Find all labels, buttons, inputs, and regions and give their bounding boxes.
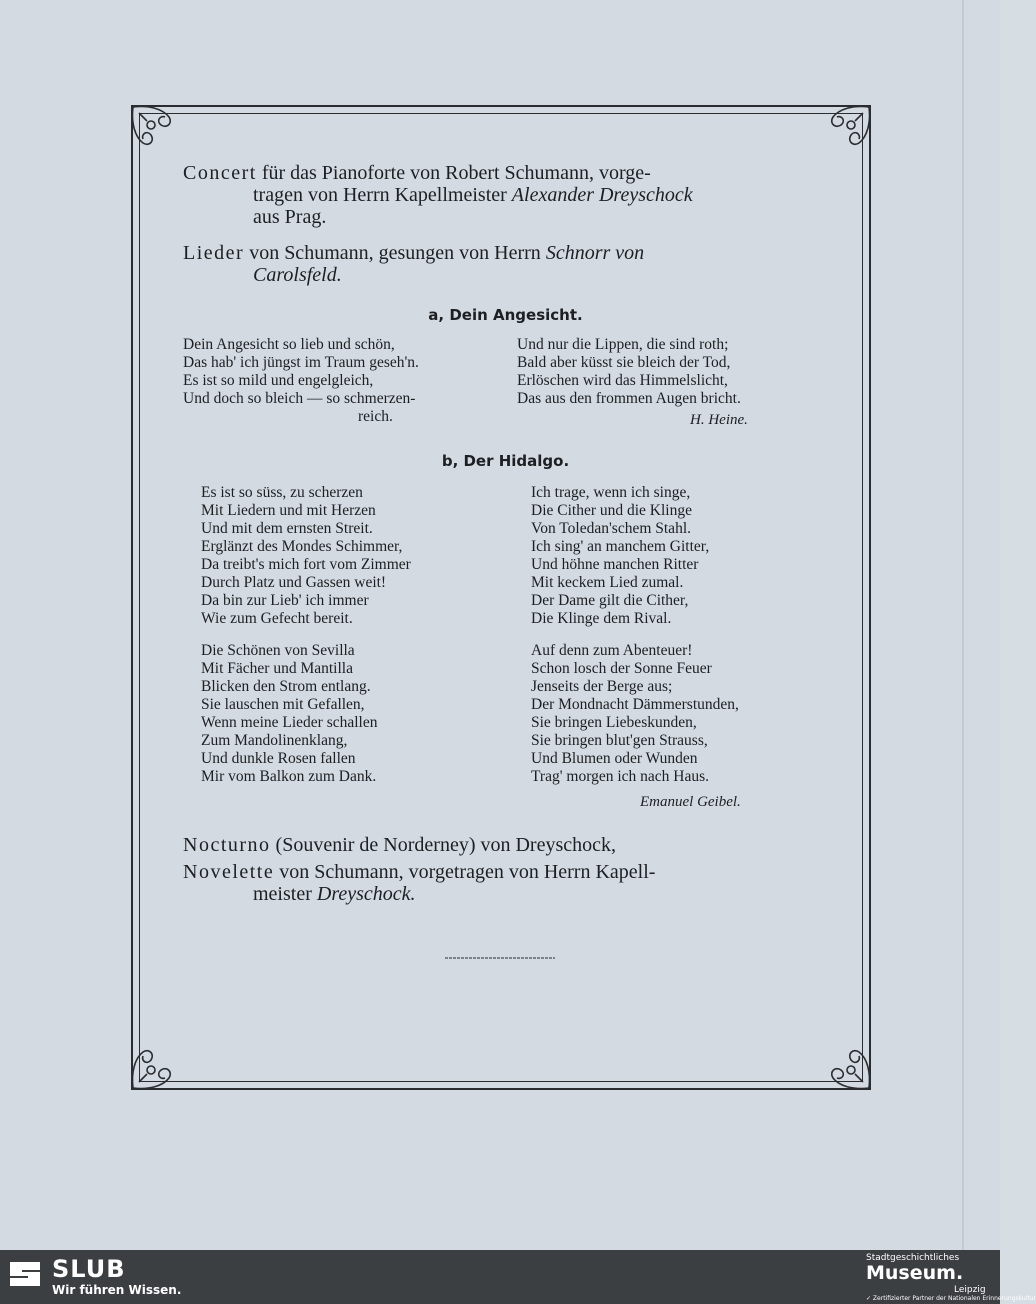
poem-line: Und nur die Lippen, die sind roth; — [517, 336, 729, 353]
item-text-indented — [183, 184, 828, 206]
poem-line: Die Cither und die Klinge — [531, 502, 692, 519]
poem-line: Das hab' ich jüngst im Traum geseh'n. — [183, 354, 419, 371]
item-text-indented — [183, 883, 828, 905]
poem-line: Es ist so süss, zu scherzen — [201, 484, 363, 501]
poem-column-left — [183, 336, 419, 426]
poem-line: Trag' morgen ich nach Haus. — [531, 768, 710, 785]
item-lead: Concert — [183, 162, 257, 184]
page-fold-line — [962, 0, 964, 1250]
museum-certification: ✓ Zertifizierter Partner der Nationalen Erinnerungskultur — [866, 1295, 1036, 1302]
museum-logo-text[interactable]: Museum. — [866, 1262, 964, 1284]
poem-line: Ich sing' an manchem Gitter, — [531, 538, 710, 555]
slub-slogan: Wir führen Wissen. — [52, 1283, 182, 1297]
item-text: meister — [253, 883, 317, 905]
performer-name-continued: Carolsfeld. — [253, 264, 342, 286]
poem-line: Da treibt's mich fort vom Zimmer — [201, 556, 411, 573]
performer-name: Alexander Dreyschock — [511, 184, 693, 206]
poem-line: Da bin zur Lieb' ich immer — [201, 592, 369, 609]
poem-line: Es ist so mild und engelgleich, — [183, 372, 374, 389]
poem-line: Blicken den Strom entlang. — [201, 678, 371, 695]
poem-line: Erglänzt des Mondes Schimmer, — [201, 538, 403, 555]
poem-line: Und doch so bleich — so schmerzen- — [183, 390, 416, 407]
poem-column-right — [517, 336, 741, 408]
corner-ornament-icon — [815, 103, 873, 161]
poem-line: Wenn meine Lieder schallen — [201, 714, 378, 731]
poem-line: Und höhne manchen Ritter — [531, 556, 699, 573]
corner-ornament-icon — [815, 1034, 873, 1092]
poem-line: Die Klinge dem Rival. — [531, 610, 672, 627]
slub-title[interactable]: SLUB — [52, 1255, 126, 1283]
poem-line: Erlöschen wird das Himmelslicht, — [517, 372, 728, 389]
poem-line: Und mit dem ernsten Streit. — [201, 520, 373, 537]
poem-stanza-1-right — [531, 484, 709, 628]
item-text: für das Pianoforte von Robert Schumann, vorge- — [256, 162, 651, 184]
poem-line: Ich trage, wenn ich singe, — [531, 484, 691, 501]
poem-line: Von Toledan'schem Stahl. — [531, 520, 691, 537]
song-heading: b, Der Hidalgo. — [441, 452, 570, 470]
item-text: von Schumann, gesungen von Herrn — [244, 242, 546, 264]
song-heading: a, Dein Angesicht. — [428, 306, 583, 324]
item-text-indented: aus Prag. — [253, 206, 327, 228]
museum-city: Leipzig — [954, 1285, 986, 1295]
item-lead: Novelette — [183, 861, 275, 883]
ornamental-divider — [445, 956, 555, 960]
corner-ornament-icon — [129, 1034, 187, 1092]
corner-ornament-icon — [129, 103, 187, 161]
poem-stanza-2-left — [201, 642, 378, 786]
item-lead: Nocturno — [183, 834, 271, 856]
program-item-lieder — [183, 242, 828, 286]
poem-line: Zum Mandolinenklang, — [201, 732, 348, 749]
poem-line: Sie bringen Liebeskunden, — [531, 714, 697, 731]
poem-line: Der Dame gilt die Cither, — [531, 592, 689, 609]
poem-line: Mir vom Balkon zum Dank. — [201, 768, 377, 785]
poem-stanza-1-left — [201, 484, 411, 628]
poem-line: Mit Liedern und mit Herzen — [201, 502, 376, 519]
poem-line: Und Blumen oder Wunden — [531, 750, 698, 767]
poem-line: Der Mondnacht Dämmerstunden, — [531, 696, 739, 713]
poem-line: Das aus den frommen Augen bricht. — [517, 390, 741, 407]
program-item-concert — [183, 162, 828, 228]
poem-stanza-2-right — [531, 642, 739, 786]
program-item-nocturno — [183, 834, 828, 856]
poem-line: Schon losch der Sonne Feuer — [531, 660, 712, 677]
poem-author: H. Heine. — [690, 412, 748, 428]
poem-line: Und dunkle Rosen fallen — [201, 750, 356, 767]
item-lead: Lieder — [183, 242, 245, 264]
poem-line: reich. — [358, 408, 393, 425]
item-text: von Schumann, vorgetragen von Herrn Kapell- — [274, 861, 656, 883]
poem-line: Die Schönen von Sevilla — [201, 642, 355, 659]
poem-line: Auf denn zum Abenteuer! — [531, 642, 693, 659]
poem-line: Dein Angesicht so lieb und schön, — [183, 336, 395, 353]
poem-line: Jenseits der Berge aus; — [531, 678, 673, 695]
poem-line: Bald aber küsst sie bleich der Tod, — [517, 354, 731, 371]
museum-label-small: Stadtgeschichtliches — [866, 1253, 960, 1263]
item-text: tragen von Herrn Kapellmeister — [253, 184, 512, 206]
poem-line: Wie zum Gefecht bereit. — [201, 610, 353, 627]
footer-bar — [0, 1250, 1036, 1304]
program-item-novelette — [183, 861, 828, 905]
performer-name: Dreyschock. — [316, 883, 416, 905]
item-text: (Souvenir de Norderney) von Dreyschock, — [270, 834, 616, 856]
performer-name: Schnorr von — [545, 242, 645, 264]
poem-line: Mit Fächer und Mantilla — [201, 660, 353, 677]
poem-line: Sie bringen blut'gen Strauss, — [531, 732, 708, 749]
poem-line: Mit keckem Lied zumal. — [531, 574, 684, 591]
slub-logo-icon[interactable] — [8, 1258, 42, 1288]
poem-author: Emanuel Geibel. — [640, 794, 741, 810]
poem-line: Durch Platz und Gassen weit! — [201, 574, 387, 591]
poem-line: Sie lauschen mit Gefallen, — [201, 696, 365, 713]
